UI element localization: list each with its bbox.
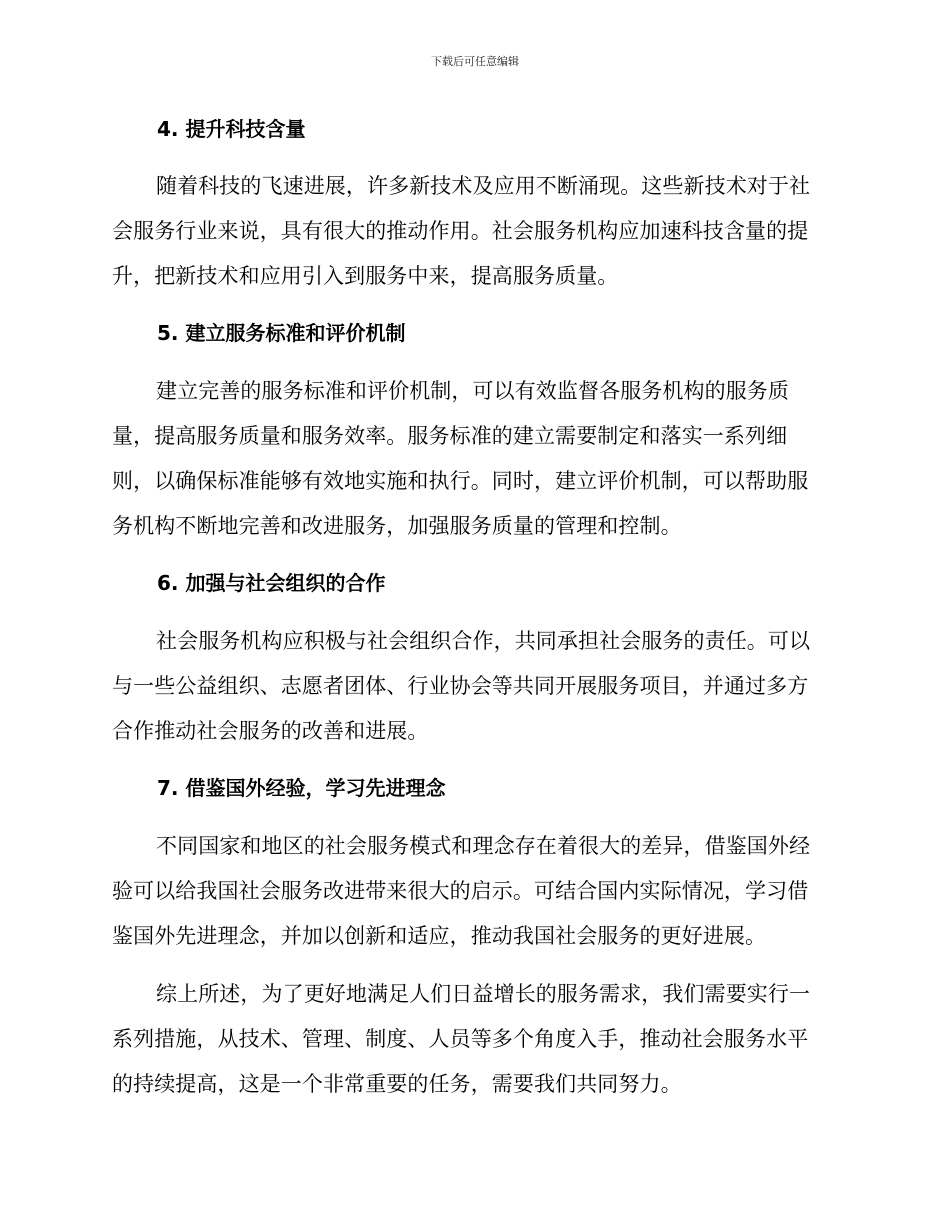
paragraph-line: 会服务行业来说，具有很大的推动作用。社会服务机构应加速科技含量的提 — [112, 219, 809, 243]
section-heading: 5. 建立服务标准和评价机制 — [157, 321, 406, 345]
paragraph-line: 与一些公益组织、志愿者团体、行业协会等共同开展服务项目，并通过多方 — [112, 674, 809, 698]
section-heading: 7. 借鉴国外经验，学习先进理念 — [157, 776, 446, 800]
paragraph-line: 鉴国外先进理念，并加以创新和适应，推动我国社会服务的更好进展。 — [112, 924, 767, 948]
paragraph-line: 验可以给我国社会服务改进带来很大的启示。可结合国内实际情况，学习借 — [112, 879, 809, 903]
conclusion-line: 系列措施，从技术、管理、制度、人员等多个角度入手，推动社会服务水平 — [112, 1027, 809, 1051]
paragraph-line: 务机构不断地完善和改进服务，加强服务质量的管理和控制。 — [112, 514, 682, 538]
paragraph-line: 不同国家和地区的社会服务模式和理念存在着很大的差异，借鉴国外经 — [156, 834, 811, 858]
conclusion-line: 的持续提高，这是一个非常重要的任务，需要我们共同努力。 — [112, 1072, 682, 1096]
paragraph-line: 建立完善的服务标准和评价机制，可以有效监督各服务机构的服务质 — [156, 379, 789, 403]
paragraph-line: 合作推动社会服务的改善和进展。 — [112, 719, 429, 743]
paragraph-line: 社会服务机构应积极与社会组织合作，共同承担社会服务的责任。可以 — [156, 629, 811, 653]
page-header-note: 下载后可任意编辑 — [431, 55, 519, 68]
paragraph-line: 升，把新技术和应用引入到服务中来，提高服务质量。 — [112, 264, 619, 288]
paragraph-line: 随着科技的飞速进展，许多新技术及应用不断涌现。这些新技术对于社 — [156, 174, 811, 198]
paragraph-line: 则，以确保标准能够有效地实施和执行。同时，建立评价机制，可以帮助服 — [112, 469, 809, 493]
conclusion-line: 综上所述，为了更好地满足人们日益增长的服务需求，我们需要实行一 — [156, 982, 811, 1006]
section-heading: 4. 提升科技含量 — [157, 117, 306, 141]
section-heading: 6. 加强与社会组织的合作 — [157, 571, 386, 595]
paragraph-line: 量，提高服务质量和服务效率。服务标准的建立需要制定和落实一系列细 — [112, 424, 788, 448]
